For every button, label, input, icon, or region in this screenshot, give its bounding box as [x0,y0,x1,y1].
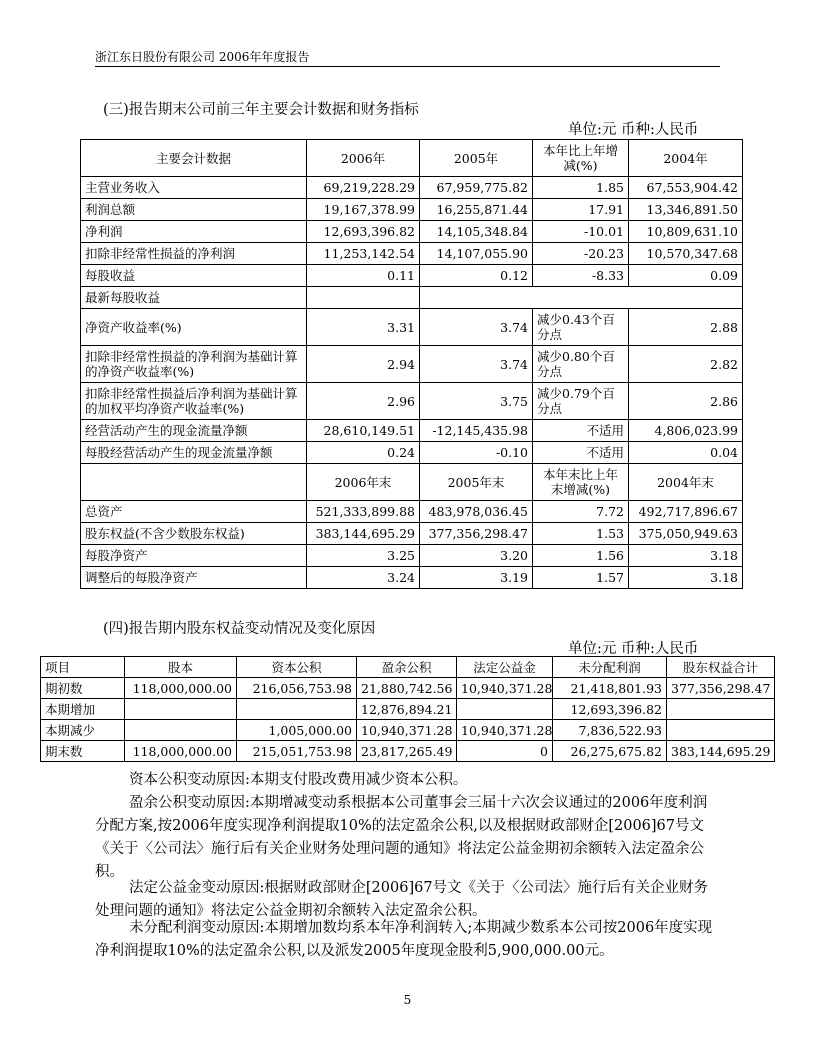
table-row [41,720,775,741]
value-change: 1.57 [533,567,629,589]
equity-change-table [40,656,775,762]
value-2005: 3.19 [420,567,533,589]
value-2005: 483,978,036.45 [420,501,533,523]
header-cell: 2005年 [420,140,533,177]
value-change: -10.01 [533,221,629,243]
page-number: 5 [403,993,412,1007]
table-row [41,699,775,720]
row-label: 本期增加 [41,699,125,720]
value-cell: 21,418,801.93 [553,678,667,699]
header-cell: 法定公益金 [457,657,553,678]
table-row [81,309,743,346]
value-2006: 19,167,378.99 [307,199,420,221]
table-row [81,383,743,420]
value-2005: 67,959,775.82 [420,177,533,199]
note-undistributed-profit: 未分配利润变动原因:本期增加数均系本年净利润转入;本期减少数系本公司按2006年度实现净利润提取10%的法定盈余公积,以及派发2005年度现金股利5,900,000.00元。 [95,920,713,959]
table-row [41,678,775,699]
value-2006: 0.11 [307,265,420,287]
value-2004: 0.04 [629,442,743,464]
value-cell: 0 [457,741,553,762]
row-label: 总资产 [81,501,307,523]
value-change: -20.23 [533,243,629,265]
row-label: 调整后的每股净资产 [81,567,307,589]
value-2004: 67,553,904.42 [629,177,743,199]
value-change: 不适用 [533,420,629,442]
table-row [81,346,743,383]
value-cell: 23,817,265.49 [357,741,457,762]
value-2004: 492,717,896.67 [629,501,743,523]
section3-title: (三)报告期末公司前三年主要会计数据和财务指标 [103,102,419,118]
value-cell: 7,836,522.93 [553,720,667,741]
value-change: -8.33 [533,265,629,287]
value-cell: 12,693,396.82 [553,699,667,720]
header-cell: 股东权益合计 [667,657,775,678]
value-2005: 3.74 [420,346,533,383]
table-row [81,177,743,199]
table-row [81,420,743,442]
row-label: 净资产收益率(%) [81,309,307,346]
value-change: 1.85 [533,177,629,199]
value-2005: 0.12 [420,265,533,287]
value-cell: 1,005,000.00 [237,720,357,741]
header-cell: 2004年 [629,140,743,177]
value-cell: 10,940,371.28 [357,720,457,741]
row-label: 净利润 [81,221,307,243]
section4-unit: 单位:元 币种:人民币 [568,641,699,657]
value-2004: 0.09 [629,265,743,287]
row-label: 最新每股收益 [81,287,307,309]
value-2006: 2.96 [307,383,420,420]
value-2005: 377,356,298.47 [420,523,533,545]
value-2006: 69,219,228.29 [307,177,420,199]
value-2006: 383,144,695.29 [307,523,420,545]
header-cell: 股本 [125,657,237,678]
header-cell: 资本公积 [237,657,357,678]
row-label: 主营业务收入 [81,177,307,199]
value-2005: 14,105,348.84 [420,221,533,243]
row-label: 本期减少 [41,720,125,741]
value-2004: 3.18 [629,545,743,567]
row-label: 扣除非经常性损益的净利润为基础计算的净资产收益率(%) [81,346,307,383]
value-change: 1.53 [533,523,629,545]
value-2004: 10,570,347.68 [629,243,743,265]
table-row [81,567,743,589]
row-label: 每股经营活动产生的现金流量净额 [81,442,307,464]
row-label: 经营活动产生的现金流量净额 [81,420,307,442]
header-rule [95,66,720,67]
note-surplus-reserve: 盈余公积变动原因:本期增减变动系根据本公司董事会三届十六次会议通过的2006年度利润分配方案,按2006年度实现净利润提取10%的法定盈余公积,以及根据财政部财企[2006]67号文《关于〈公司法〉施行后有关企业财务处理问题的通知》将法定公益金期初余额转入法定盈余公积。 [95,795,708,880]
value-cell: 118,000,000.00 [125,678,237,699]
row-label: 股东权益(不含少数股东权益) [81,523,307,545]
value-2005: 3.74 [420,309,533,346]
row-label: 每股净资产 [81,545,307,567]
value-cell [457,699,553,720]
value-2006: 521,333,899.88 [307,501,420,523]
value-change: 减少0.79个百分点 [533,383,629,420]
value-2006: 0.24 [307,442,420,464]
accounting-data-table [80,139,743,589]
value-cell [420,287,743,309]
value-cell [667,699,775,720]
value-cell: 383,144,695.29 [667,741,775,762]
value-change: 1.56 [533,545,629,567]
value-change: 不适用 [533,442,629,464]
value-cell: 10,940,371.28 [457,720,553,741]
table-row [81,243,743,265]
value-2005: 14,107,055.90 [420,243,533,265]
value-cell: 377,356,298.47 [667,678,775,699]
header-cell: 2005年末 [420,464,533,501]
row-label: 扣除非经常性损益的净利润 [81,243,307,265]
header-cell: 2006年 [307,140,420,177]
header-cell: 本年比上年增减(%) [533,140,629,177]
table-row [81,501,743,523]
section3-unit: 单位:元 币种:人民币 [568,122,699,138]
header-cell: 2006年末 [307,464,420,501]
value-2006: 12,693,396.82 [307,221,420,243]
value-2004: 3.18 [629,567,743,589]
page-header: 浙江东日股份有限公司 2006年年度报告 [95,50,310,64]
row-label: 利润总额 [81,199,307,221]
table-row [81,221,743,243]
value-cell [125,699,237,720]
table-row [81,523,743,545]
table-row [81,287,743,309]
header-cell: 2004年末 [629,464,743,501]
value-change: 减少0.43个百分点 [533,309,629,346]
value-2006: 11,253,142.54 [307,243,420,265]
value-2004: 4,806,023.99 [629,420,743,442]
row-label: 期初数 [41,678,125,699]
value-cell: 118,000,000.00 [125,741,237,762]
header-cell: 本年末比上年末增减(%) [533,464,629,501]
header-cell [81,464,307,501]
value-2004: 375,050,949.63 [629,523,743,545]
table-row [81,265,743,287]
header-cell: 盈余公积 [357,657,457,678]
value-2005: -0.10 [420,442,533,464]
value-2004: 10,809,631.10 [629,221,743,243]
value-change: 7.72 [533,501,629,523]
note-capital-reserve: 资本公积变动原因:本期支付股改费用减少资本公积。 [129,772,468,788]
value-cell: 216,056,753.98 [237,678,357,699]
value-2004: 2.86 [629,383,743,420]
value-2005: 3.75 [420,383,533,420]
row-label: 扣除非经常性损益后净利润为基础计算的加权平均净资产收益率(%) [81,383,307,420]
table-header-row [81,464,743,501]
table-header-row [81,140,743,177]
value-cell: 26,275,675.82 [553,741,667,762]
value-2004: 13,346,891.50 [629,199,743,221]
table-row [41,741,775,762]
table-row [81,545,743,567]
value-cell [237,699,357,720]
note-welfare-fund: 法定公益金变动原因:根据财政部财企[2006]67号文《关于〈公司法〉施行后有关企业财务处理问题的通知》将法定公益金期初余额转入法定盈余公积。 [95,880,709,919]
value-cell: 21,880,742.56 [357,678,457,699]
table-row [81,199,743,221]
value-2006: 2.94 [307,346,420,383]
value-cell: 215,051,753.98 [237,741,357,762]
section4-title: (四)报告期内股东权益变动情况及变化原因 [103,621,376,637]
value-2006: 28,610,149.51 [307,420,420,442]
value-2006: 3.24 [307,567,420,589]
table-header-row [41,657,775,678]
value-change: 减少0.80个百分点 [533,346,629,383]
table-row [81,442,743,464]
row-label: 每股收益 [81,265,307,287]
row-label: 期末数 [41,741,125,762]
value-2005: -12,145,435.98 [420,420,533,442]
value-cell [307,287,420,309]
header-cell: 主要会计数据 [81,140,307,177]
value-2004: 2.88 [629,309,743,346]
header-cell: 未分配利润 [553,657,667,678]
value-2006: 3.31 [307,309,420,346]
value-cell: 12,876,894.21 [357,699,457,720]
value-change: 17.91 [533,199,629,221]
value-2004: 2.82 [629,346,743,383]
value-2005: 3.20 [420,545,533,567]
value-cell [667,720,775,741]
value-2006: 3.25 [307,545,420,567]
value-cell: 10,940,371.28 [457,678,553,699]
header-cell: 项目 [41,657,125,678]
value-2005: 16,255,871.44 [420,199,533,221]
value-cell [125,720,237,741]
